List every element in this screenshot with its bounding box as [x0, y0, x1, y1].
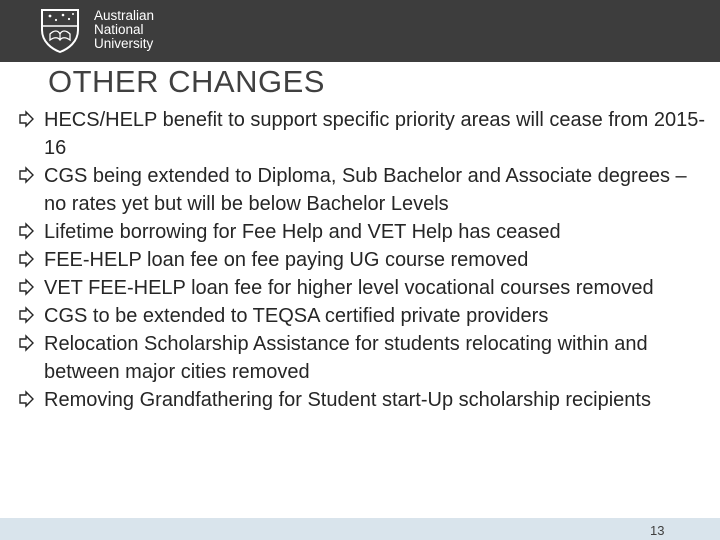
bullet-text: FEE-HELP loan fee on fee paying UG course removed — [44, 249, 529, 271]
arrow-bullet-icon — [18, 386, 38, 414]
bullet-item — [18, 106, 708, 162]
page-number: 13 — [650, 523, 665, 538]
arrow-bullet-icon — [18, 106, 38, 134]
arrow-bullet-icon — [18, 162, 38, 190]
bullet-text: HECS/HELP benefit to support specific priority areas will cease from 2015-16 — [44, 109, 706, 159]
bullet-item — [18, 302, 708, 330]
arrow-bullet-icon — [18, 218, 38, 246]
arrow-bullet-icon — [18, 302, 38, 330]
bullet-text: Relocation Scholarship Assistance for students relocating within and between major cities removed — [44, 333, 648, 383]
bullet-item — [18, 386, 708, 414]
bullet-text: VET FEE-HELP loan fee for higher level vocational courses removed — [44, 277, 654, 299]
anu-crest-logo-icon — [36, 6, 84, 54]
bullet-text: Lifetime borrowing for Fee Help and VET Help has ceased — [44, 221, 561, 243]
bullet-item — [18, 162, 708, 218]
logo-line: University — [94, 36, 154, 51]
arrow-bullet-icon — [18, 274, 38, 302]
bullet-item — [18, 246, 708, 274]
logo-text — [94, 9, 154, 51]
logo-line: National — [94, 22, 144, 37]
slide-title: OTHER CHANGES — [48, 64, 325, 99]
arrow-bullet-icon — [18, 330, 38, 358]
bullet-text: CGS being extended to Diploma, Sub Bachelor and Associate degrees – no rates yet but will be below Bachelor Levels — [44, 165, 687, 215]
bullet-text: CGS to be extended to TEQSA certified private providers — [44, 305, 549, 327]
bullet-item — [18, 274, 708, 302]
bullet-list — [18, 106, 708, 414]
bullet-text: Removing Grandfathering for Student start-Up scholarship recipients — [44, 389, 651, 411]
bullet-item — [18, 218, 708, 246]
footer-bar — [0, 518, 720, 540]
logo-line: Australian — [94, 8, 155, 23]
arrow-bullet-icon — [18, 246, 38, 274]
header-bar — [0, 0, 720, 62]
bullet-item — [18, 330, 708, 386]
anu-logo — [36, 4, 154, 56]
